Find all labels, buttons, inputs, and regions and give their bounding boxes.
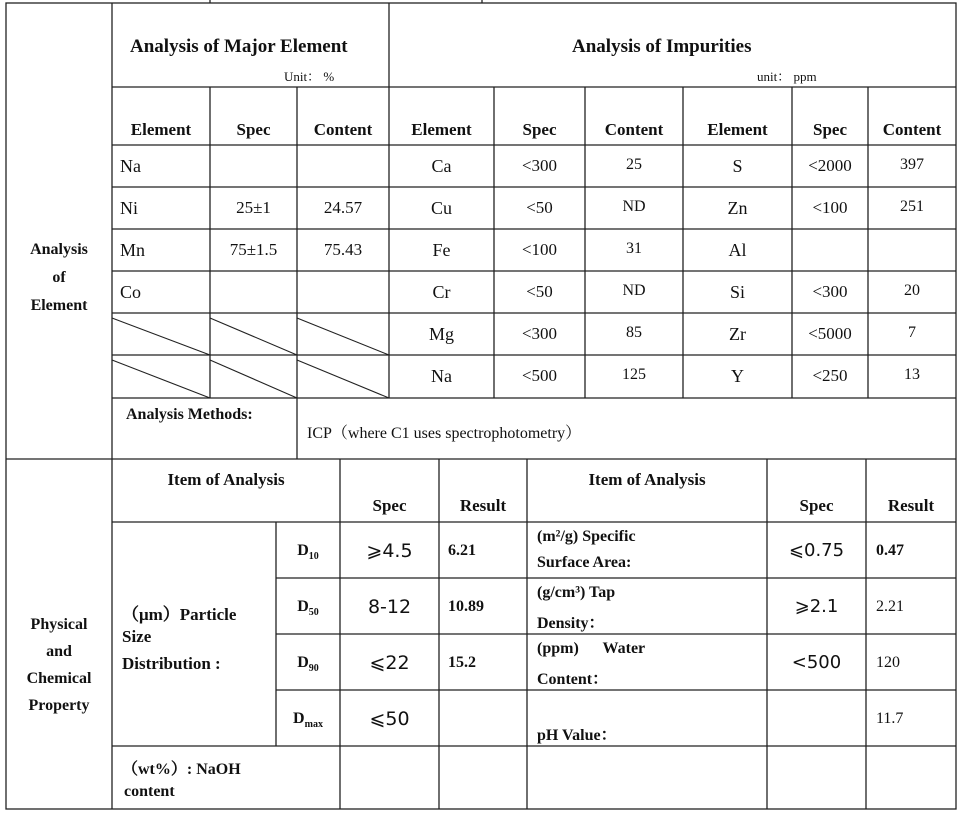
header-item-of-analysis: Item of Analysis — [167, 470, 285, 489]
psd-param-letter: D — [293, 710, 305, 727]
spec-cell: <300 — [812, 282, 848, 301]
element-cell: Zn — [727, 198, 748, 218]
header-content: Content — [882, 120, 942, 139]
result-cell: 11.7 — [876, 710, 904, 727]
element-cell: Cr — [432, 282, 451, 302]
property-label-line1: (m²/g) Specific — [537, 528, 636, 545]
content-cell: 24.57 — [323, 198, 363, 217]
major-element-unit: Unit： % — [284, 69, 335, 84]
property-label-line2: pH Value： — [537, 727, 617, 744]
element-cell: Si — [729, 282, 745, 302]
property-label-line2: Content： — [537, 671, 609, 688]
spec-cell: <250 — [812, 366, 848, 385]
content-cell: 251 — [900, 198, 924, 215]
element-cell: Cu — [430, 198, 452, 218]
spec-cell: 8-12 — [367, 596, 412, 618]
psd-param — [276, 598, 340, 618]
element-cell: Na — [120, 156, 141, 176]
analysis-methods-label: Analysis Methods: — [126, 406, 253, 423]
psd-label-size: Size — [122, 627, 152, 646]
content-cell: 125 — [622, 366, 646, 383]
property-label-line2: Density： — [537, 615, 605, 632]
psd-param-subscript: 10 — [308, 551, 319, 563]
element-cell: Mn — [120, 240, 146, 260]
content-cell: 31 — [626, 240, 642, 257]
content-cell: ND — [622, 282, 646, 299]
header-spec: Spec — [522, 120, 557, 139]
content-cell: 397 — [900, 156, 924, 173]
content-cell: 20 — [904, 282, 920, 299]
property-label-line2: Surface Area: — [537, 554, 632, 571]
result-cell: 2.21 — [876, 598, 904, 615]
analysis-methods-value: ICP（where C1 uses spectrophotometry） — [307, 425, 582, 442]
header-element: Element — [130, 120, 192, 139]
impurities-unit: unit： ppm — [757, 69, 817, 84]
content-cell: 75.43 — [323, 240, 363, 259]
content-cell: ND — [622, 198, 646, 215]
psd-label-distribution: Distribution : — [122, 654, 221, 673]
spec-cell: ⩽0.75 — [788, 540, 845, 561]
spec-cell: <300 — [521, 324, 558, 343]
header-spec: Spec — [236, 120, 271, 139]
element-cell: Ca — [431, 156, 452, 176]
spec-cell: <100 — [812, 198, 848, 217]
element-cell: Y — [731, 366, 744, 386]
element-cell: Fe — [432, 240, 451, 260]
psd-param-subscript: 90 — [308, 663, 319, 675]
element-cell: Co — [120, 282, 142, 302]
spec-cell: <2000 — [808, 156, 852, 175]
result-cell: 6.21 — [448, 542, 476, 559]
content-cell: 25 — [626, 156, 642, 173]
spec-cell: ⩾4.5 — [366, 540, 413, 562]
header-spec: Spec — [813, 120, 847, 139]
header-result: Result — [459, 496, 507, 515]
row-label-element: Analysis of Element — [30, 241, 88, 314]
psd-param-letter: D — [297, 542, 309, 559]
psd-param-letter: D — [297, 654, 309, 671]
psd-param-subscript: 50 — [308, 607, 319, 619]
psd-param — [276, 654, 340, 674]
header-item-of-analysis: Item of Analysis — [588, 470, 706, 489]
row-label-physical: Physical and Chemical Property — [26, 616, 92, 714]
psd-param — [276, 710, 340, 730]
element-cell: Al — [728, 240, 747, 260]
element-cell: Na — [431, 366, 452, 386]
spec-cell: 75±1.5 — [229, 240, 278, 259]
spec-cell: ⩽22 — [369, 652, 410, 674]
header-content: Content — [313, 120, 373, 139]
property-label-line1: (g/cm³) Tap — [537, 584, 616, 601]
header-element: Element — [411, 120, 472, 139]
psd-param — [276, 542, 340, 562]
header-element: Element — [707, 120, 768, 139]
header-content: Content — [604, 120, 664, 139]
result-cell: 120 — [876, 654, 900, 671]
psd-label-unit: （μm）Particle — [122, 605, 237, 624]
spec-cell: ⩽50 — [369, 708, 410, 730]
psd-param-subscript: max — [304, 719, 323, 731]
property-label-line1: (ppm) Water — [537, 640, 646, 657]
result-cell: 10.89 — [448, 598, 484, 615]
naoh-label-line1: （wt%）: NaOH — [122, 761, 241, 778]
spec-cell: <100 — [521, 240, 558, 259]
spec-cell: <500 — [791, 652, 842, 673]
content-cell: 13 — [904, 366, 920, 383]
spec-cell: <50 — [526, 198, 553, 217]
element-cell: S — [732, 156, 743, 176]
spec-cell: <500 — [521, 366, 558, 385]
psd-param-letter: D — [297, 598, 309, 615]
major-element-title: Analysis of Major Element — [130, 36, 348, 57]
header-spec: Spec — [799, 496, 834, 515]
result-cell: 0.47 — [876, 542, 904, 559]
spec-cell: <50 — [526, 282, 553, 301]
naoh-label-line2: content — [124, 783, 175, 800]
spec-cell: 25±1 — [236, 198, 271, 217]
impurities-title: Analysis of Impurities — [572, 36, 752, 57]
result-cell: 15.2 — [448, 654, 476, 671]
spec-cell: ⩾2.1 — [794, 596, 839, 617]
spec-cell: <300 — [521, 156, 558, 175]
element-cell: Mg — [428, 324, 454, 344]
element-cell: Ni — [120, 198, 138, 218]
content-cell: 7 — [908, 324, 916, 341]
content-cell: 85 — [626, 324, 642, 341]
header-result: Result — [887, 496, 935, 515]
element-cell: Zr — [729, 324, 746, 344]
spec-cell: <5000 — [808, 324, 852, 343]
header-spec: Spec — [372, 496, 407, 515]
